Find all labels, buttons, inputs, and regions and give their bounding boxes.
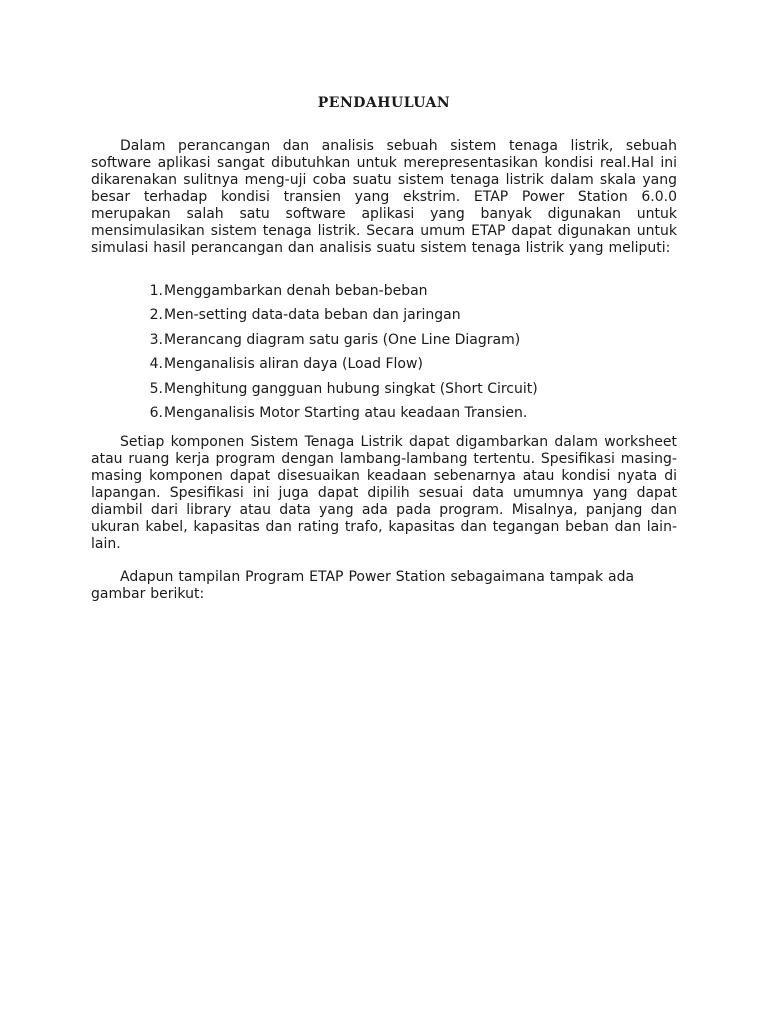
list-item-text: Merancang diagram satu garis (One Line Diagram) — [164, 331, 521, 348]
document-title: PENDAHULUAN — [317, 95, 451, 111]
list-item-text: Menganalisis aliran daya (Load Flow) — [164, 356, 423, 373]
paragraph-closing — [91, 569, 677, 603]
list-item — [91, 303, 677, 327]
list-item — [91, 279, 677, 303]
list-item — [91, 352, 677, 376]
list-item-text: Men-setting data-data beban dan jaringan — [164, 307, 461, 324]
paragraph-text: Adapun tampilan Program ETAP Power Station sebagaimana tampak ada gambar berikut: — [91, 569, 635, 602]
paragraph-text: Setiap komponen Sistem Tenaga Listrik dapat digambarkan dalam worksheet atau ruang kerja program dengan lambang-lambang tertentu. Spesifikasi masing-masing komponen dapat disesuaikan keadaan sebenarnya atau kondisi nyata di lapangan. Spesifikasi ini juga dapat dipilih sesuai data umumnya yang dapat diambil dari library atau data yang ada pada program. Misalnya, panjang dan ukuran kabel, kapasitas dan rating trafo, kapasitas dan tegangan beban dan lain-lain. — [91, 434, 677, 552]
list-item-text: Menganalisis Motor Starting atau keadaan Transien. — [164, 404, 528, 421]
list-item-text: Menghitung gangguan hubung singkat (Short Circuit) — [164, 380, 538, 397]
list-item-number: 1. — [149, 283, 163, 299]
paragraph-components — [91, 434, 677, 553]
list-item-number: 2. — [149, 307, 163, 324]
list-item-number: 5. — [149, 380, 163, 397]
list-item-text: Menggambarkan denah beban-beban — [164, 283, 428, 299]
numbered-list — [91, 279, 677, 425]
list-item — [91, 401, 677, 425]
paragraph-intro — [91, 138, 677, 257]
list-item-number: 4. — [149, 356, 163, 373]
paragraph-text: Dalam perancangan dan analisis sebuah sistem tenaga listrik, sebuah software aplikasi sangat dibutuhkan untuk merepresentasikan kondisi real.Hal ini dikarenakan sulitnya meng-uji coba suatu sistem tenaga listrik dalam skala yang besar terhadap kondisi transien yang ekstrim. ETAP Power Station 6.0.0 merupakan salah satu software aplikasi yang banyak digunakan untuk mensimulasikan sistem tenaga listrik. Secara umum ETAP dapat digunakan untuk simulasi hasil perancangan dan analisis suatu sistem tenaga listrik yang meliputi: — [91, 138, 677, 256]
list-item — [91, 328, 677, 352]
list-item-number: 6. — [149, 404, 163, 421]
list-item-number: 3. — [149, 331, 163, 348]
list-item — [91, 377, 677, 401]
